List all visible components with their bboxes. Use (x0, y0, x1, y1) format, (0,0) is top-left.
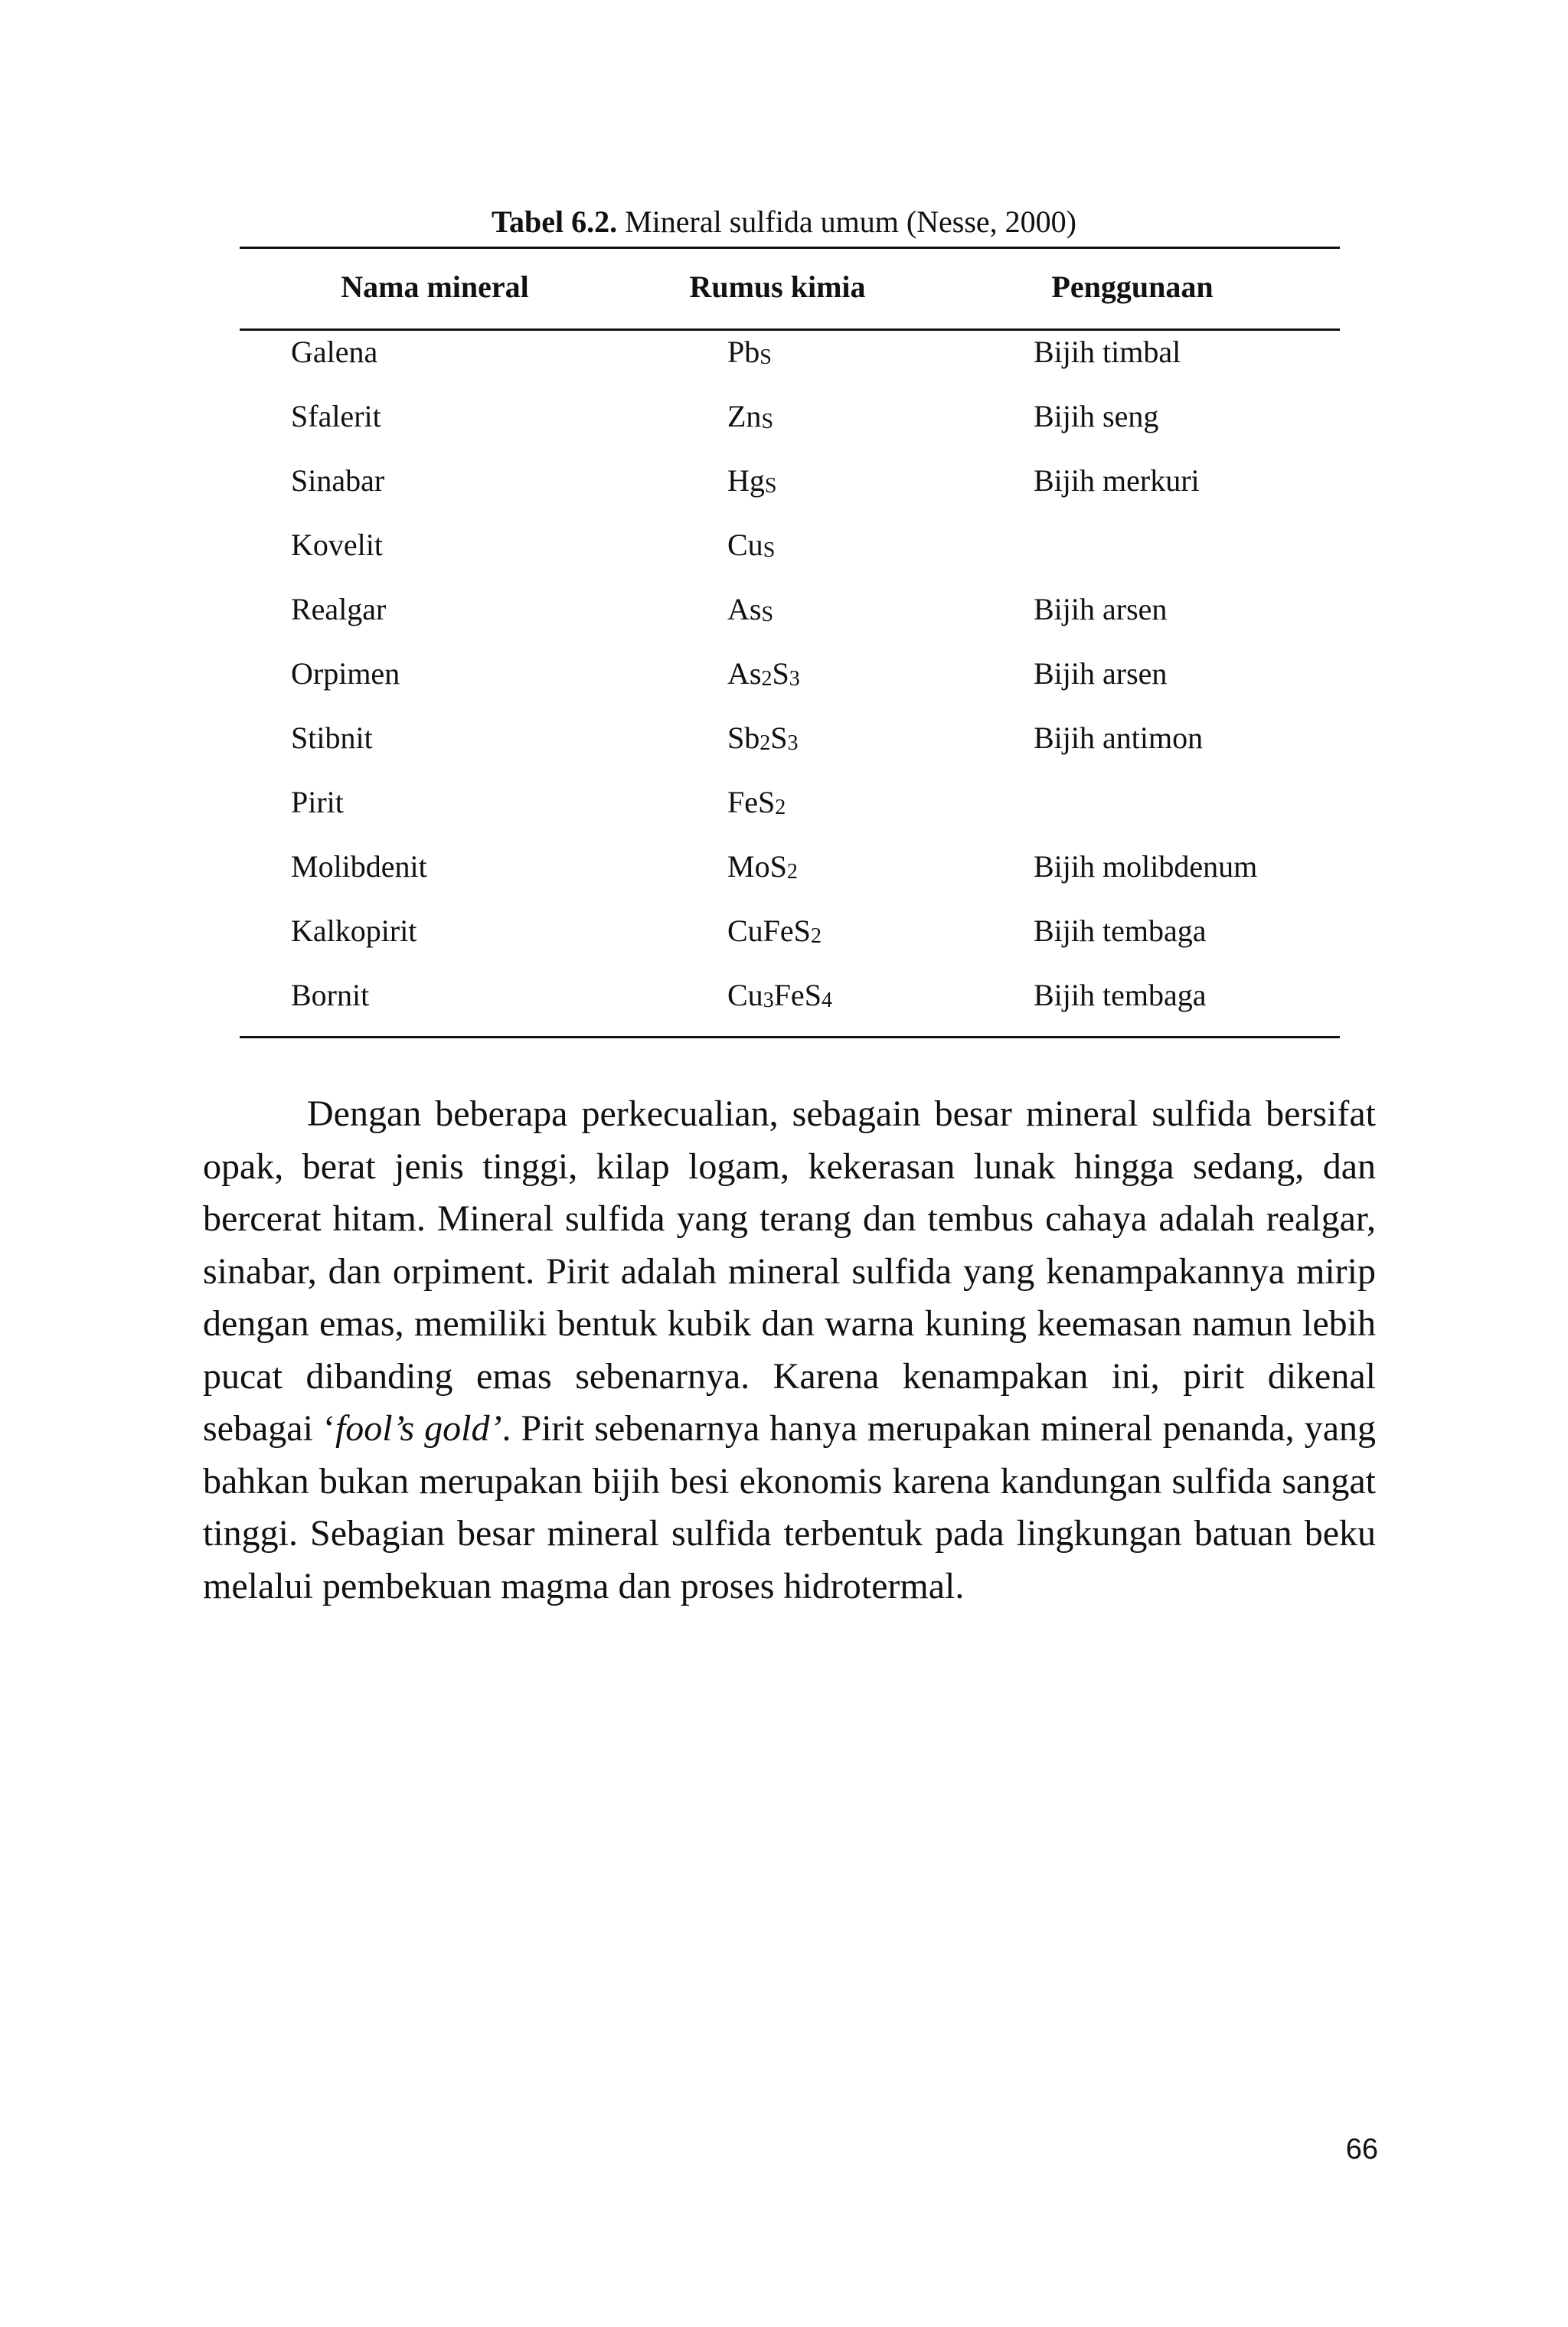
chemical-formula-cell (727, 844, 798, 890)
chemical-formula-cell (727, 329, 772, 375)
mineral-name-cell: Galena (291, 335, 378, 369)
table-top-rule (240, 247, 1340, 249)
table-row (0, 394, 1568, 458)
table-bottom-rule (240, 1036, 1340, 1038)
chemical-formula-cell (727, 458, 776, 504)
table-row (0, 329, 1568, 394)
formula-subscript: S (761, 603, 774, 626)
formula-element: Sb (727, 721, 760, 755)
formula-subscript: 2 (810, 924, 822, 948)
chemical-formula-cell (727, 394, 773, 440)
formula-element: MoS (727, 849, 787, 884)
chemical-formula-cell (727, 779, 786, 825)
formula-subscript: S (761, 410, 774, 433)
formula-element: Cu (727, 528, 763, 562)
usage-cell: Bijih arsen (1034, 656, 1168, 691)
mineral-name-cell: Pirit (291, 785, 344, 819)
mineral-name-cell: Orpimen (291, 656, 400, 691)
formula-subscript: 2 (761, 667, 773, 691)
table-caption (0, 203, 1568, 241)
formula-subscript: 2 (775, 796, 786, 819)
mineral-name-cell: Sfalerit (291, 399, 381, 433)
usage-cell: Bijih merkuri (1034, 463, 1200, 498)
formula-subscript: S (764, 474, 777, 498)
formula-element: Hg (727, 463, 765, 498)
usage-cell: Bijih tembaga (1034, 978, 1207, 1012)
formula-element: As (727, 656, 762, 691)
formula-subscript: 3 (763, 989, 774, 1012)
formula-element: CuFeS (727, 913, 811, 948)
chemical-formula-cell (727, 908, 822, 954)
formula-element: S (770, 721, 788, 755)
column-header-penggunaan: Penggunaan (1051, 270, 1214, 304)
chemical-formula-cell (727, 651, 800, 697)
formula-subscript: 2 (786, 860, 798, 884)
mineral-name-cell: Molibdenit (291, 849, 427, 884)
mineral-name-cell: Sinabar (291, 463, 385, 498)
mineral-name-cell: Kovelit (291, 528, 383, 562)
formula-element: Cu (727, 978, 763, 1012)
table-caption-text: Mineral sulfida umum (Nesse, 2000) (617, 204, 1076, 239)
table-row (0, 522, 1568, 587)
column-header-rumus-kimia: Rumus kimia (689, 270, 866, 304)
usage-cell: Bijih seng (1034, 399, 1159, 433)
chemical-formula-cell (727, 972, 832, 1018)
chemical-formula-cell (727, 587, 773, 632)
table-row (0, 779, 1568, 844)
usage-cell: Bijih timbal (1034, 335, 1181, 369)
table-row (0, 715, 1568, 779)
formula-subscript: S (763, 538, 776, 562)
formula-element: Pb (727, 335, 760, 369)
chemical-formula-cell (727, 522, 775, 568)
usage-cell: Bijih molibdenum (1034, 849, 1258, 884)
chemical-formula-cell (727, 715, 799, 761)
table-body (0, 329, 1568, 1037)
table-caption-label: Tabel 6.2. (491, 204, 618, 239)
formula-element: As (727, 592, 762, 626)
paragraph-text-2: . Pirit sebenarnya hanya merupakan mineral penanda, yang bahkan bukan merupakan bijih besi ekonomis karena kandungan sulfida sangat tinggi. Sebagian besar mineral sulfida terbentuk pada lingkungan batuan beku melalui pembekuan magma dan proses hidrotermal. (203, 1408, 1377, 1606)
table-row (0, 908, 1568, 972)
body-paragraph (203, 1088, 1376, 1613)
usage-cell: Bijih arsen (1034, 592, 1168, 626)
table-row (0, 458, 1568, 522)
formula-subscript: 3 (787, 731, 799, 755)
formula-subscript: S (760, 345, 772, 369)
formula-element: Zn (727, 399, 762, 433)
formula-element: FeS (727, 785, 776, 819)
table-row (0, 651, 1568, 715)
table-row (0, 587, 1568, 651)
usage-cell: Bijih antimon (1034, 721, 1204, 755)
formula-subscript: 3 (789, 667, 800, 691)
formula-element: FeS (773, 978, 822, 1012)
usage-cell: Bijih tembaga (1034, 913, 1207, 948)
mineral-name-cell: Realgar (291, 592, 387, 626)
table-row (0, 972, 1568, 1037)
formula-element: S (772, 656, 789, 691)
formula-subscript: 4 (821, 989, 832, 1012)
column-header-nama-mineral: Nama mineral (341, 270, 529, 304)
mineral-name-cell: Stibnit (291, 721, 373, 755)
mineral-name-cell: Bornit (291, 978, 370, 1012)
page-number: 66 (1345, 2133, 1378, 2165)
mineral-name-cell: Kalkopirit (291, 913, 417, 948)
paragraph-italic-term: fool’s gold’ (335, 1408, 502, 1449)
table-header-row (0, 264, 1568, 310)
table-row (0, 844, 1568, 908)
paragraph-text-1: Dengan beberapa perkecualian, sebagain besar mineral sulfida bersifat opak, berat jenis tinggi, kilap logam, kekerasan lunak hingga sedang, dan bercerat hitam. Mineral sulfida yang terang dan tembus cahaya adalah realgar, sinabar, dan orpiment. Pirit adalah mineral sulfida yang kenampakannya mirip dengan emas, memiliki bentuk kubik dan warna kuning keemasan namun lebih pucat dibanding emas sebenarnya. Karena kenampakan ini, pirit dikenal sebagai ‘ (203, 1093, 1376, 1449)
formula-subscript: 2 (760, 731, 771, 755)
